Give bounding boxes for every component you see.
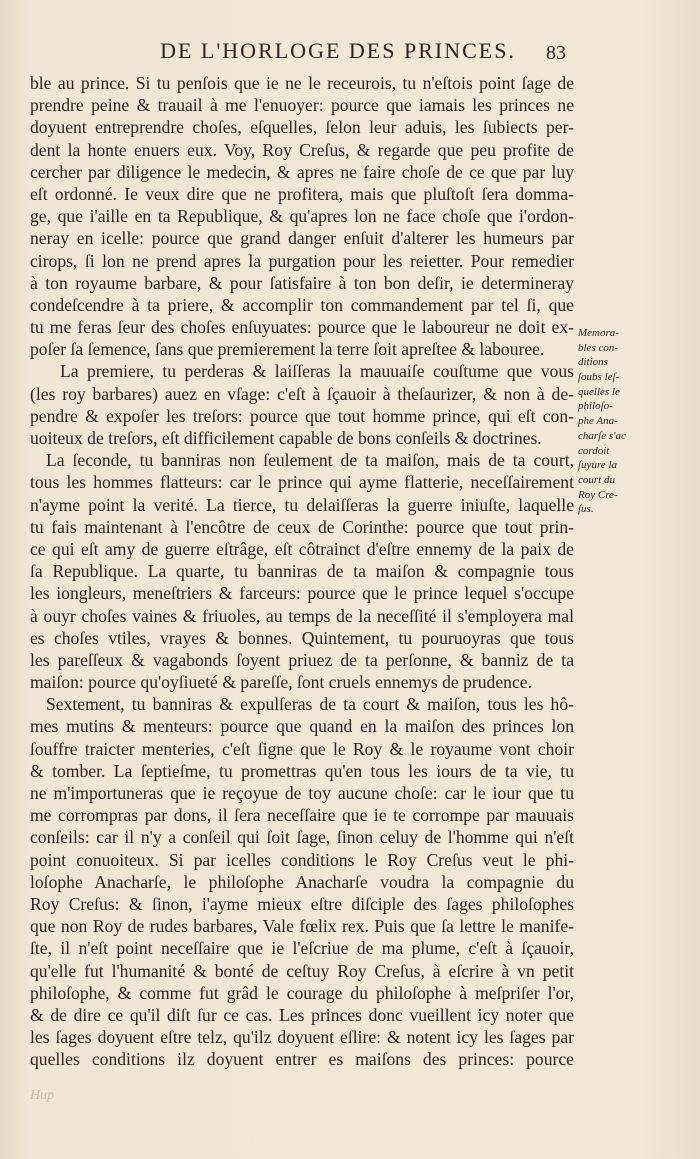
text-line: qu'elle fut l'humanité & bonté de ceſtuy Roy Creſus, à eſcrire à vn petit <box>30 960 574 981</box>
text-line: & tomber. La ſeptieſme, tu promettras qu'en tous les iours de ta vie, tu <box>30 760 574 781</box>
marginal-note-line: philoſo- <box>578 400 613 413</box>
text-line: ſouffre traicter menteries, c'eſt ſigne que le Roy & le royaume vont choir <box>30 738 574 759</box>
text-line: Sextement, tu banniras & expulſeras de ta court & maiſon, tous les hô- <box>46 694 574 715</box>
text-line: doyuent entreprendre choſes, eſquelles, ſelon leur aduis, les ſubiects per- <box>30 117 574 138</box>
text-line: neray en icelle: pource que grand danger enſuit d'alterer les humeurs par <box>30 228 574 249</box>
text-line: prendre peine & trauail à me l'enuoyer: pource que iamais les princes ne <box>30 95 574 116</box>
text-line: ne m'importuneras que ie reçoyue de toy aucune choſe: car le iour que tu <box>30 783 574 803</box>
text-line: n'ayme point la verité. La tierce, tu delaiſſeras la guerre iniuſte, laquelle <box>30 494 574 515</box>
text-line: me corrompras par dons, il ſera neceſſaire que ie te corrompe par mauuais <box>30 805 574 826</box>
marginal-note-line: Roy Cre- <box>578 488 618 501</box>
text-line: philoſophe, & comme fut grâd le courage du philoſophe à meſpriſer l'or, <box>30 982 574 1003</box>
text-line: ge, que i'aille en ta Republique, & qu'apres lon ne face choſe que i'ordon- <box>30 206 574 227</box>
bleed-through-mark: Hup <box>30 1088 55 1103</box>
text-line: pendre & expoſer les treſors: pource que tout homme prince, qui eſt con- <box>30 405 574 426</box>
text-line: tu fais maintenant à l'encôtre de ceux de Corinthe: pource que tout prin- <box>30 516 574 537</box>
text-line: à ouyr choſes vaines & friuoles, au temps de la neceſſité il s'employera mal <box>30 605 574 626</box>
text-line: loſophe Anacharſe, le philoſophe Anacharſe voudra la compagnie du <box>30 871 574 892</box>
text-line: Roy Creſus: & ſinon, i'ayme mieux eſtre diſciple des ſages philoſophes <box>30 893 574 914</box>
running-title: DE L'HORLOGE DES PRINCES. <box>160 38 516 63</box>
marginal-note-line: phe Ana- <box>578 415 618 428</box>
text-line: cercher par diligence le medecin, & apres ne faire choſe de ce que par luy <box>30 161 574 182</box>
body-text <box>30 72 574 1070</box>
marginal-note-line: ſus. <box>578 503 594 516</box>
text-line: & de dire ce qu'il diſt ſur ce cas. Les princes donc vueillent icy noter que <box>30 1004 574 1025</box>
marginal-note-line: ditions <box>578 356 608 369</box>
text-line: (les roy barbares) auez en vſage: c'eſt à ſçauoir à theſaurizer, & non à de- <box>30 383 574 404</box>
text-line: La ſeconde, tu banniras non ſeulement de ta maiſon, mais de ta court, <box>46 450 574 471</box>
marginal-note-line: quelles le <box>578 385 620 398</box>
text-line: les iongleurs, meneſtriers & farceurs: pource que le prince lequel s'occupe <box>30 583 574 604</box>
marginal-note-line: ſuyure la <box>578 459 617 472</box>
text-line: les ſages doyuent eſtre telz, qu'ilz doyuent eſlire: & notent icy les ſages par <box>30 1027 574 1048</box>
marginal-note-line: cordoit <box>578 444 610 457</box>
page-number: 83 <box>546 42 566 64</box>
text-line: ble au prince. Si tu penſois que ie ne le receurois, tu n'eſtois point ſage de <box>30 73 574 93</box>
text-line: quelles conditions ilz doyuent entrer es maiſons des princes: pource <box>30 1049 574 1070</box>
marginal-note-line: Memora- <box>578 327 619 339</box>
text-line: ſte, il n'eſt point neceſſaire que ie l'eſcriue de ma plume, c'eſt à ſçauoir, <box>30 938 574 959</box>
text-line: ſa Republique. La quarte, tu banniras de ta maiſon & compagnie tous <box>30 561 574 582</box>
text-line: mes mutins & menteurs: pource que quand en la maiſon des princes lon <box>30 716 574 737</box>
text-line: à ton royaume barbare, & pour ſatisfaire à ton bon deſir, ie determineray <box>30 272 574 293</box>
text-line: es choſes vtiles, vrayes & bonnes. Quintement, tu pouruoyras que tous <box>30 627 574 648</box>
text-line: conſeils: car il n'y a conſeil qui ſoit ſage, ſinon celuy de l'homme qui n'eſt <box>30 827 574 848</box>
text-line: eſt ordonné. Ie veux dire que ne profitera, mais que pluſtoſt ſera domma- <box>30 183 574 204</box>
marginal-note-line: charſe s'ac <box>578 429 626 442</box>
text-line: point conuoiteux. Si par icelles conditions le Roy Creſus veut le phi- <box>30 849 574 870</box>
marginal-note-line: ſoubs leſ- <box>578 371 620 384</box>
text-line: les pareſſeux & vagabonds ſoyent priuez de ta perſonne, & banniz de ta <box>30 649 574 670</box>
text-line: poſer ſa ſemence, ſans que premierement la terre ſoit apreſtee & labouree. <box>30 339 545 360</box>
text-line: ce qui eſt amy de guerre eſtrâge, eſt côtrainct d'eſtre ennemy de la paix de <box>30 538 574 559</box>
text-line: uoiteux de treſors, eſt difficilement capable de bons conſeils & doctrines. <box>30 428 542 448</box>
text-line: dent la honte enuers eux. Voy, Roy Creſus, & regarde que peu profite de <box>30 139 574 160</box>
marginal-note-line: court du <box>578 473 615 486</box>
text-line: que non Roy de rudes barbares, Vale fœlix rex. Puis que ſa lettre le manife- <box>30 916 574 937</box>
marginal-note-line: bles con- <box>578 341 619 354</box>
marginal-note <box>578 326 648 517</box>
text-line: condeſcendre à ta priere, & accomplir ton commandement par tel ſi, que <box>30 294 574 315</box>
text-line: La premiere, tu perderas & laiſſeras la mauuaiſe couſtume que vous <box>60 361 574 382</box>
text-line: maiſon: pource qu'oyſiueté & pareſſe, ſont cruels ennemys de prudence. <box>30 672 532 693</box>
text-line: tous les hommes flatteurs: car le prince qui ayme flatterie, neceſſairement <box>30 472 574 493</box>
text-line: tu me feras ſeur des choſes enſuyuates: pource que le laboureur ne doit ex- <box>30 317 574 338</box>
text-line: cirops, ſi lon ne prend apres la purgation pour les reietter. Pour remedier <box>30 250 574 271</box>
